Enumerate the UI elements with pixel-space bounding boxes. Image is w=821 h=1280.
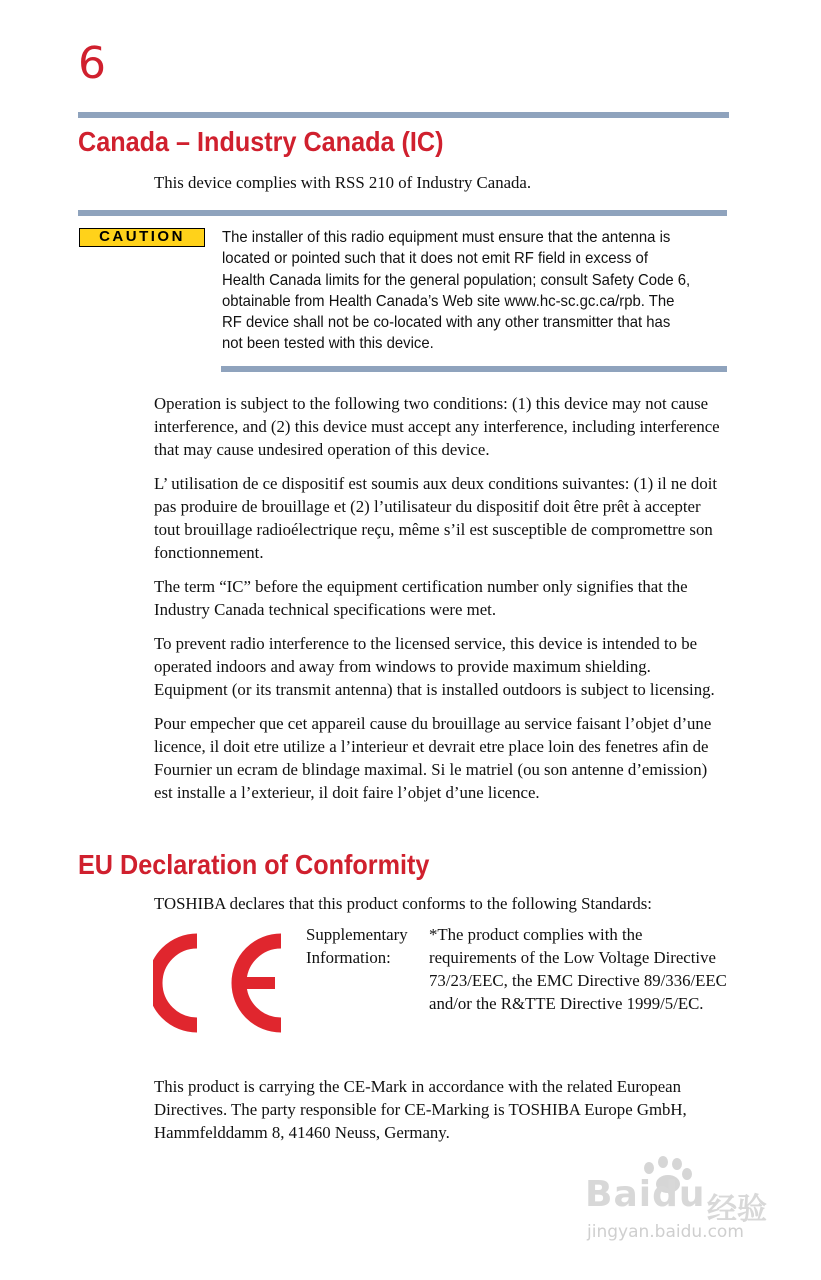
watermark-brand: Baidu [585,1174,706,1215]
paragraph-interference: To prevent radio interference to the licensed service, this device is intended to be operated indoors and away from windows to provide maximum shielding. Equipment (or its transmit antenna) that is installed outdoors is subject to licensing. [154,634,715,699]
ce-mark-icon [153,933,285,1033]
caution-top-rule [78,210,727,216]
paragraph-conditions: Operation is subject to the following two conditions: (1) this device may not cause interference, and (2) this device must accept any interference, including interference that may cause undesired operation of this device. [154,394,720,459]
canada-heading: Canada – Industry Canada (IC) [78,126,444,157]
eu-intro: TOSHIBA declares that this product conforms to the following Standards: [154,894,652,913]
watermark-cn: 经验 [707,1192,767,1227]
caution-bottom-rule [221,366,727,372]
caution-text: The installer of this radio equipment must ensure that the antenna is located or pointed such that it does not emit RF field in excess of Health Canada limits for the general population; consult Safety Code 6, obtainable from Health Canada’s Web site www.hc-sc.gc.ca/rpb. The RF device shall not be co-located with any other transmitter that has not been tested with this device. [222,229,691,353]
baidu-watermark [583,1150,783,1250]
supplementary-text: *The product complies with the requirements of the Low Voltage Directive 73/23/EEC, the EMC Directive 89/336/EEC and/or the R&TTE Directive 1999/5/EC. [429,925,727,1013]
eu-closing: This product is carrying the CE-Mark in accordance with the related European Directives. The party responsible for CE-Marking is TOSHIBA Europe GmbH, Hammfelddamm 8, 41460 Neuss, Germany. [154,1077,687,1142]
supplementary-label: Supplementary Information: [306,925,408,967]
top-rule [78,112,729,118]
page-number: 6 [78,38,106,89]
watermark-site: jingyan.baidu.com [587,1222,744,1242]
canada-intro: This device complies with RSS 210 of Industry Canada. [154,173,532,192]
paragraph-french-interference: Pour empecher que cet appareil cause du brouillage au service faisant l’objet d’une licence, il doit etre utilize a l’interieur et devrait etre place loin des fenetres afin de Fournier un ecram de blindage maximal. Si le matriel (ou son antenne d’emission) est installe a l’exterieur, il doit faire l’objet d’une licence. [154,714,712,802]
canada-paragraphs [154,392,728,804]
caution-badge: CAUTION [79,228,205,247]
paragraph-french-conditions: L’ utilisation de ce dispositif est soumis aux deux conditions suivantes: (1) il ne doit pas produire de brouillage et (2) l’utilisateur du dispositif doit être prêt à accepter tout brouillage radioélectrique reçu, même s’il est susceptible de compromettre son fonctionnement. [154,474,718,562]
paragraph-ic-term: The term “IC” before the equipment certification number only signifies that the Industry Canada technical specifications were met. [154,577,688,619]
eu-heading: EU Declaration of Conformity [78,849,430,880]
